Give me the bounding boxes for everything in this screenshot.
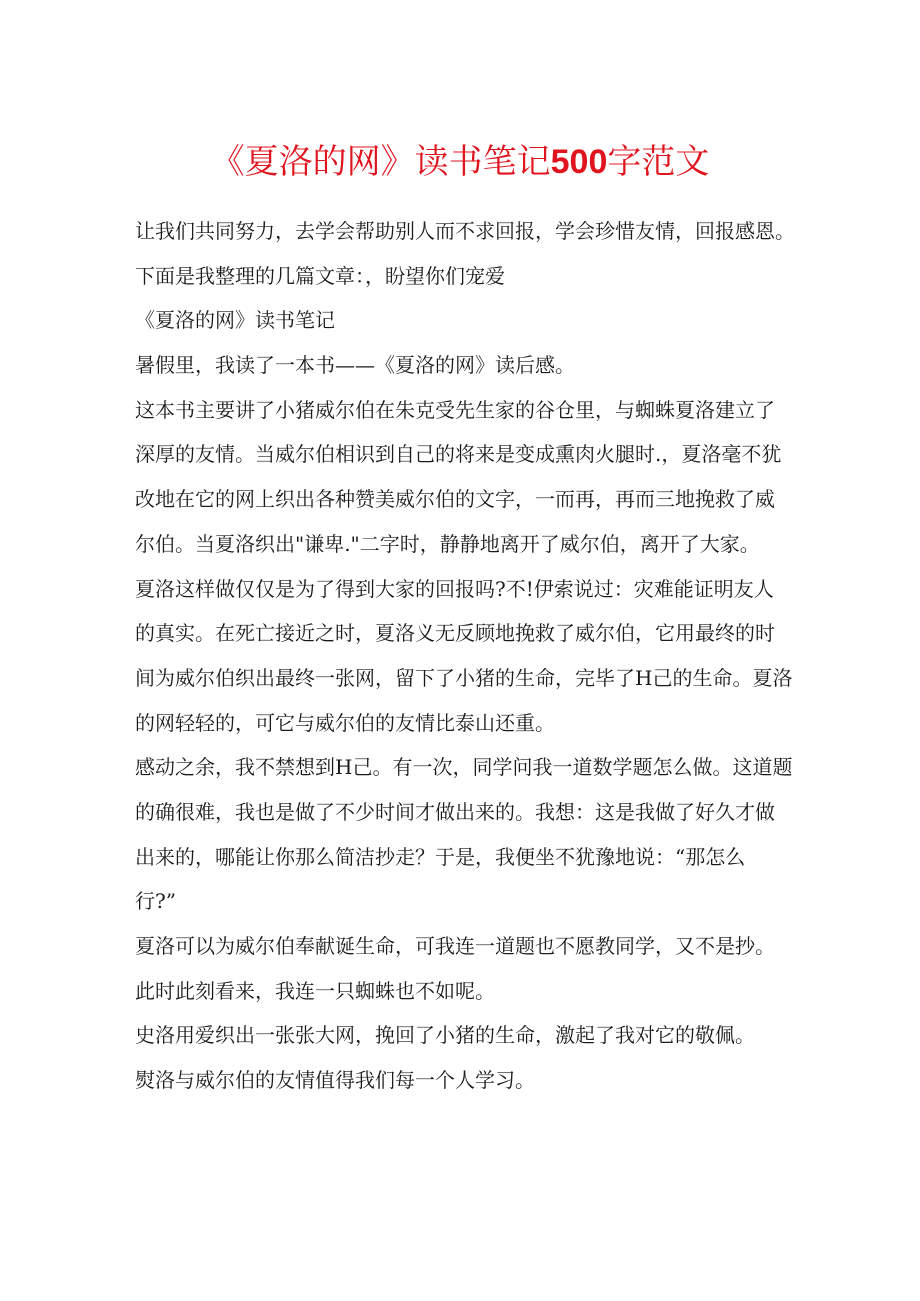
- body-line: 熨洛与威尔伯的友情值得我们每一个人学习。: [135, 1068, 535, 1093]
- body-line: 的网轻轻的，可它与威尔伯的友情比泰山还重。: [135, 710, 555, 735]
- title-main: 《夏洛的网》读书笔记: [210, 142, 551, 182]
- body-line: 出来的，哪能让你那么简洁抄走？于是，我便坐不犹豫地说：“那怎么: [135, 844, 746, 869]
- body-line: 暑假里，我读了一本书——《夏洛的网》读后感。: [135, 353, 575, 378]
- section-heading: 《夏洛的网》读书笔记: [135, 308, 335, 333]
- body-line: 史洛用爱织出一张张大网，挽回了小猪的生命，激起了我对它的敬佩。: [135, 1023, 755, 1048]
- document-title: [0, 140, 920, 184]
- body-line: 此时此刻看来，我连一只蜘蛛也不如呢。: [135, 978, 495, 1003]
- body-line: 的确很难，我也是做了不少时间才做出来的。我想：这是我做了好久才做: [135, 799, 775, 824]
- body-line: 夏洛可以为威尔伯奉献诞生命，可我连一道题也不愿教同学，又不是抄。: [135, 934, 775, 958]
- body-line: 这本书主要讲了小猪威尔伯在朱克受先生家的谷仓里，与蜘蛛夏洛建立了: [135, 397, 775, 422]
- body-line: 行?”: [135, 889, 176, 914]
- body-line: 改地在它的网上织出各种赞美威尔伯的文字，一而再，再而三地挽救了威: [135, 487, 775, 512]
- body-line: 深厚的友情。当威尔伯相识到自己的将来是变成熏肉火腿时.，夏洛毫不犹: [135, 442, 782, 467]
- document-body: [135, 209, 800, 1103]
- body-line: 夏洛这样做仅仅是为了得到大家的回报吗?不!伊索说过：灾难能证明友人: [135, 576, 774, 601]
- body-line: 让我们共同努力，去学会帮助别人而不求回报，学会珍惜友情，回报感恩。: [135, 219, 795, 243]
- body-line: 感动之余，我不禁想到H己。有一次，同学问我一道数学题怎么做。这道题: [135, 755, 793, 780]
- title-suffix: 字范文: [607, 142, 710, 182]
- body-line: 尔伯。当夏洛织出"谦卑."二字时，静静地离开了威尔伯，离开了大家。: [135, 531, 760, 556]
- body-line: 下面是我整理的几篇文章：，盼望你们宠爱: [135, 263, 505, 288]
- title-number: 500: [550, 143, 608, 181]
- body-line: 的真实。在死亡接近之时，夏洛义无反顾地挽救了威尔伯，它用最终的时: [135, 621, 775, 646]
- body-line: 间为威尔伯织出最终一张网，留下了小猪的生命，完毕了H己的生命。夏洛: [135, 665, 793, 690]
